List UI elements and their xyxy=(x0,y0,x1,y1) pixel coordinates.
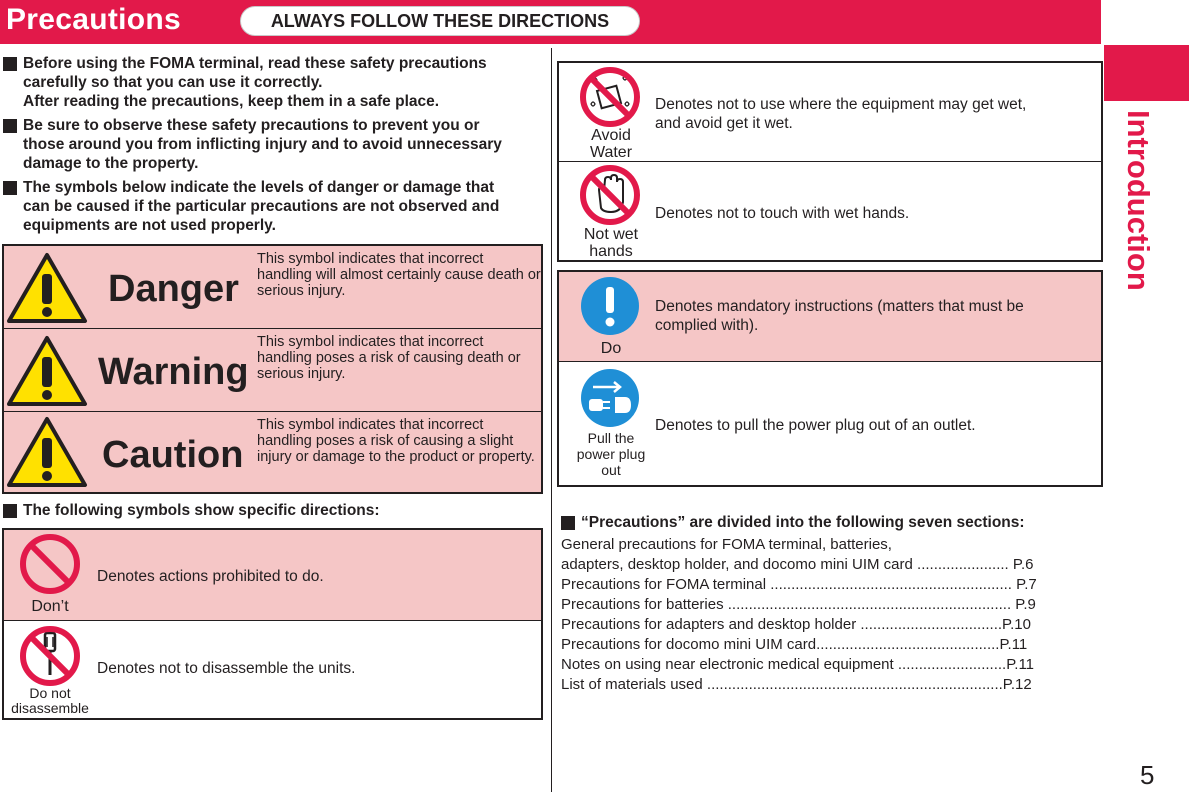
following-heading xyxy=(3,501,548,521)
bullet-text: Be sure to observe these safety precautions to prevent you or those around you from inflicting injury and to avoid unnecessary damage to the property. xyxy=(23,117,502,172)
page-title: Precautions xyxy=(6,3,182,36)
sections-heading xyxy=(561,513,1101,533)
mandatory-symbols-table xyxy=(557,270,1103,487)
symbol-caption: Don’t xyxy=(31,598,69,615)
level-word: Danger xyxy=(108,268,239,310)
symbol-caption: Do not disassemble xyxy=(11,685,89,716)
bullet-square-icon xyxy=(3,181,17,195)
symbol-caption: Avoid Water xyxy=(589,127,633,161)
water-symbols-table xyxy=(557,61,1103,262)
symbol-row-pull-plug xyxy=(559,362,1101,485)
level-description: This symbol indicates that incorrect handling poses a risk of causing death or serious injury. xyxy=(257,334,521,382)
bullet-square-icon xyxy=(3,504,17,518)
symbol-row-disassemble xyxy=(4,621,541,718)
symbol-description: Denotes to pull the power plug out of an outlet. xyxy=(655,417,976,434)
bullet-1 xyxy=(3,54,548,114)
toc-line[interactable]: Precautions for docomo mini UIM card............................................P.11 xyxy=(561,636,1028,653)
toc-line[interactable]: adapters, desktop holder, and docomo mini UIM card ...................... P.6 xyxy=(561,556,1034,573)
caution-triangle-icon xyxy=(6,416,88,488)
prohibited-icon xyxy=(19,533,81,595)
side-tab-marker xyxy=(1104,45,1189,101)
side-tab-label: Introduction xyxy=(1121,110,1156,291)
symbol-description: Denotes not to disassemble the units. xyxy=(97,660,356,677)
toc-line[interactable]: List of materials used .......................................................................P.12 xyxy=(561,676,1032,693)
side-tab xyxy=(1094,110,1174,291)
page-number: 5 xyxy=(1140,760,1155,790)
pull-plug-icon xyxy=(579,367,641,429)
column-divider xyxy=(551,48,552,792)
bullet-text: The symbols below indicate the levels of danger or damage that can be caused if the particular precautions are not observed and equipments are not used properly. xyxy=(23,179,500,234)
mandatory-do-icon xyxy=(579,275,641,337)
no-wet-hands-icon xyxy=(579,164,641,226)
symbol-description: Denotes not to use where the equipment may get wet, and avoid get it wet. xyxy=(655,96,1027,132)
symbol-caption: Do xyxy=(600,340,622,357)
symbol-description: Denotes mandatory instructions (matters that must be complied with). xyxy=(655,298,1024,334)
level-word: Warning xyxy=(98,351,249,393)
level-danger xyxy=(4,246,541,329)
level-description: This symbol indicates that incorrect handling will almost certainly cause death or serious injury. xyxy=(257,251,541,299)
prohibition-symbols-table xyxy=(2,528,543,720)
warning-triangle-icon xyxy=(6,335,88,407)
heading-text: “Precautions” are divided into the following seven sections: xyxy=(581,514,1025,531)
level-word: Caution xyxy=(102,434,244,476)
toc-line[interactable]: Precautions for batteries .................................................................... P.9 xyxy=(561,596,1036,613)
symbol-row-wet-hands xyxy=(559,162,1101,260)
level-description: This symbol indicates that incorrect handling poses a risk of causing a slight injury or damage to the product or property. xyxy=(257,417,535,465)
bullet-square-icon xyxy=(3,57,17,71)
bullet-3 xyxy=(3,178,548,238)
bullet-square-icon xyxy=(561,516,575,530)
symbol-description: Denotes actions prohibited to do. xyxy=(97,568,324,585)
bullet-text: Before using the FOMA terminal, read these safety precautions carefully so that you can use it correctly. After reading the precautions, keep them in a safe place. xyxy=(23,55,487,110)
header-pill: ALWAYS FOLLOW THESE DIRECTIONS xyxy=(240,6,640,36)
hazard-levels-table xyxy=(2,244,543,494)
level-warning xyxy=(4,329,541,412)
symbol-caption: Not wet hands xyxy=(583,226,639,260)
symbol-row-avoid-water xyxy=(559,63,1101,162)
toc-line[interactable]: Notes on using near electronic medical equipment ..........................P.11 xyxy=(561,656,1035,673)
symbol-row-do xyxy=(559,272,1101,362)
symbol-caption: Pull the power plug out xyxy=(576,430,646,478)
heading-text: The following symbols show specific directions: xyxy=(23,502,380,519)
toc-line[interactable]: Precautions for adapters and desktop holder ..................................P.10 xyxy=(561,616,1031,633)
symbol-row-dont xyxy=(4,530,541,621)
toc-line[interactable]: Precautions for FOMA terminal .......................................................... P.7 xyxy=(561,576,1037,593)
no-disassemble-icon xyxy=(19,625,81,687)
danger-warning-triangle-icon xyxy=(6,252,88,324)
bullet-square-icon xyxy=(3,119,17,133)
bullet-2 xyxy=(3,116,548,176)
level-caution xyxy=(4,412,541,492)
avoid-water-icon xyxy=(579,66,641,128)
symbol-description: Denotes not to touch with wet hands. xyxy=(655,205,910,222)
toc-line: General precautions for FOMA terminal, batteries, xyxy=(561,536,892,553)
